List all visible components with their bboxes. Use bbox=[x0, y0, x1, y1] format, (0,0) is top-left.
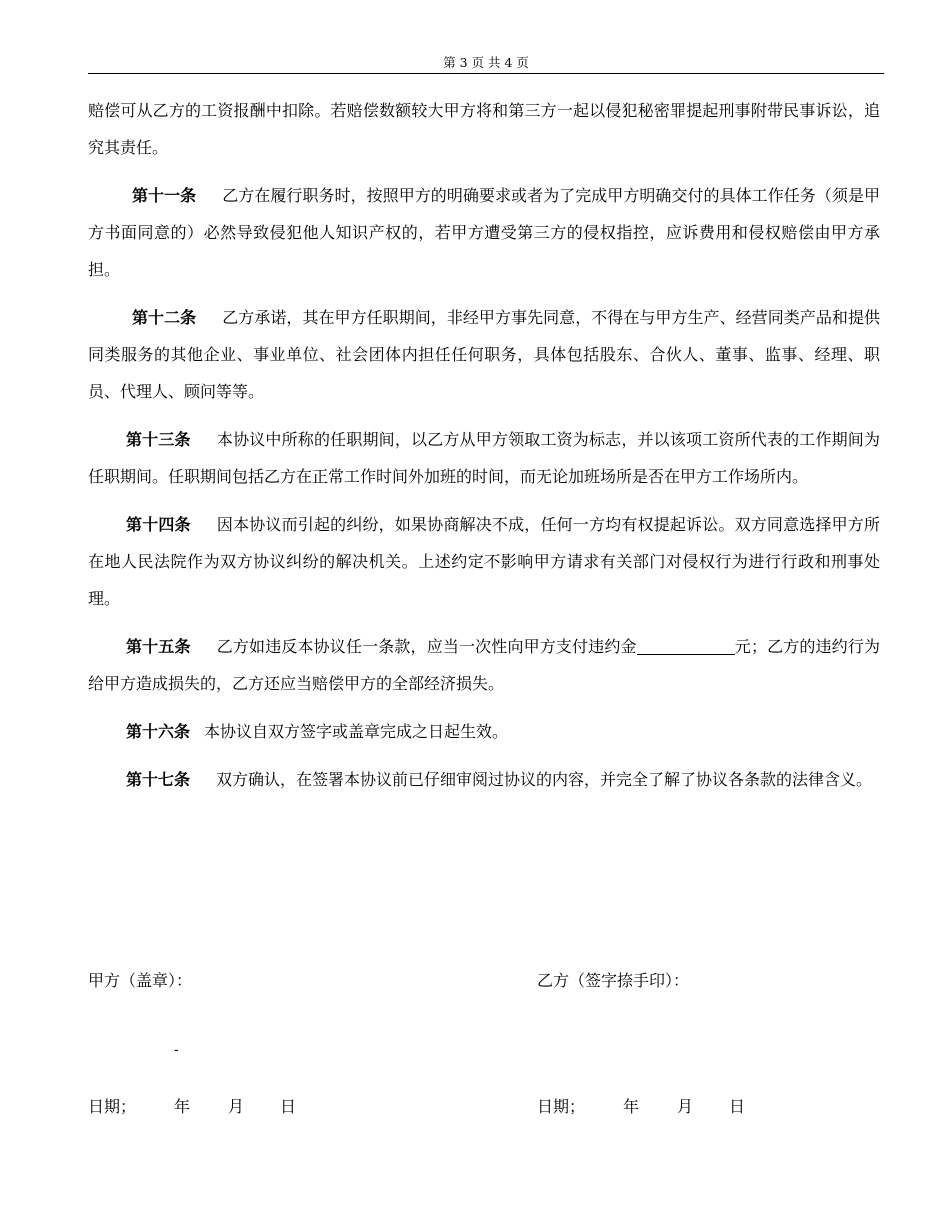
clause-text: 本协议自双方签字或盖章完成之日起生效。 bbox=[204, 722, 509, 741]
clause-12 bbox=[88, 299, 880, 410]
clause-number: 第十七条 bbox=[126, 770, 191, 789]
document-body bbox=[88, 92, 880, 798]
clause-text-before: 乙方如违反本协议任一条款，应当一次性向甲方支付违约金 bbox=[216, 637, 637, 656]
year-label: 年 bbox=[623, 1097, 640, 1116]
clause-number: 第十四条 bbox=[126, 515, 191, 534]
clause-number: 第十二条 bbox=[132, 308, 197, 327]
day-label: 日 bbox=[280, 1097, 297, 1116]
continuation-paragraph: 赔偿可从乙方的工资报酬中扣除。若赔偿数额较大甲方将和第三方一起以侵犯秘密罪提起刑事附带民事诉讼，追究其责任。 bbox=[88, 101, 880, 157]
clause-text: 乙方在履行职务时，按照甲方的明确要求或者为了完成甲方明确交付的具体工作任务（须是甲方书面同意的）必然导致侵犯他人知识产权的，若甲方遭受第三方的侵权指控，应诉费用和侵权赔偿由甲方承担。 bbox=[88, 186, 880, 279]
date-label: 日期； bbox=[537, 1097, 586, 1116]
penalty-amount-blank bbox=[637, 637, 735, 655]
day-label: 日 bbox=[729, 1097, 746, 1116]
clause-text: 乙方承诺，其在甲方任职期间，非经甲方事先同意，不得在与甲方生产、经营同类产品和提供同类服务的其他企业、事业单位、社会团体内担任任何职务，具体包括股东、合伙人、董事、监事、经理、职员、代理人、顾问等等。 bbox=[88, 308, 880, 401]
clause-number: 第十五条 bbox=[126, 637, 191, 656]
clause-text: 本协议中所称的任职期间，以乙方从甲方领取工资为标志，并以该项工资所代表的工作期间为任职期间。任职期间包括乙方在正常工作时间外加班的时间，而无论加班场所是否在甲方工作场所内。 bbox=[88, 430, 880, 486]
clause-number: 第十三条 bbox=[126, 430, 191, 449]
clause-17 bbox=[88, 761, 880, 798]
clause-text: 因本协议而引起的纠纷，如果协商解决不成，任何一方均有权提起诉讼。双方同意选择甲方所在地人民法院作为双方协议纠纷的解决机关。上述约定不影响甲方请求有关部门对侵权行为进行行政和刑事处理。 bbox=[88, 515, 880, 608]
clause-text: 双方确认，在签署本协议前已仔细审阅过协议的内容，并完全了解了协议各条款的法律含义。 bbox=[216, 770, 873, 789]
clause-14 bbox=[88, 506, 880, 617]
clause-11 bbox=[88, 177, 880, 288]
date-label: 日期； bbox=[88, 1097, 137, 1116]
party-a-seal-label: 甲方（盖章）： bbox=[88, 971, 193, 990]
clause-13 bbox=[88, 421, 880, 495]
clause-number: 第十一条 bbox=[132, 186, 197, 205]
party-b-signature-label: 乙方（签字捺手印）： bbox=[537, 971, 690, 990]
dash-mark: - bbox=[174, 1042, 179, 1058]
party-b-date-row bbox=[537, 1097, 745, 1117]
clause-15 bbox=[88, 628, 880, 702]
month-label: 月 bbox=[677, 1097, 694, 1116]
page-number-header: 第 3 页 共 4 页 bbox=[443, 55, 529, 70]
clause-16 bbox=[88, 713, 880, 750]
clause-text-after: 元；乙方的违约行为给甲方造成损失的，乙方还应当赔偿甲方的全部经济损失。 bbox=[88, 637, 880, 693]
clause-number: 第十六条 bbox=[126, 722, 191, 741]
year-label: 年 bbox=[174, 1097, 191, 1116]
month-label: 月 bbox=[228, 1097, 245, 1116]
party-a-date-row bbox=[88, 1097, 296, 1117]
header-divider bbox=[88, 73, 884, 74]
